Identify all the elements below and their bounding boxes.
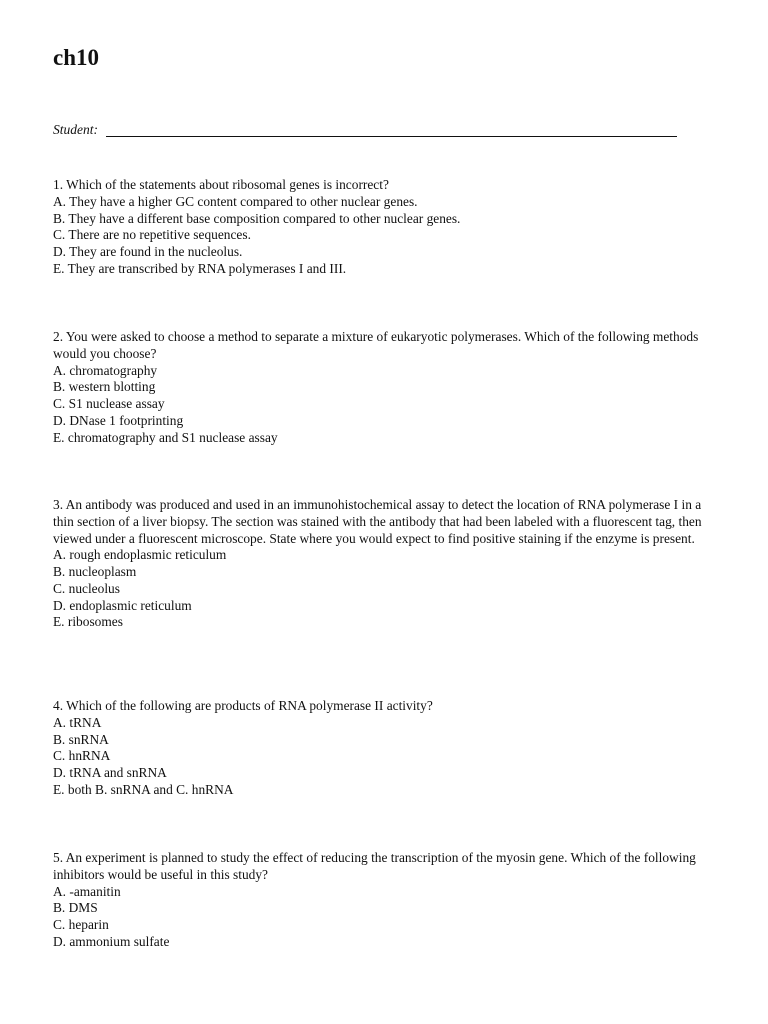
- answer-option-b: B. nucleoplasm: [53, 564, 137, 579]
- question-5: [53, 850, 718, 951]
- student-name-line: [106, 136, 677, 137]
- answer-option-d: D. tRNA and snRNA: [53, 765, 167, 780]
- answer-option-a: A. rough endoplasmic reticulum: [53, 547, 227, 563]
- answer-option-e: E. both B. snRNA and C. hnRNA: [53, 781, 234, 797]
- question-stem: 5. An experiment is planned to study the effect of reducing the transcription of the myosin gene. Which of the following inhibitors would be useful in this study?: [53, 850, 696, 882]
- answer-option-c: C. S1 nuclease assay: [53, 396, 165, 411]
- answer-option-a: A. chromatography: [53, 362, 158, 378]
- question-2: [53, 329, 718, 446]
- document-title: ch10: [53, 45, 99, 70]
- answer-option-c: C. heparin: [53, 917, 109, 932]
- answer-option-b: B. DMS: [53, 900, 98, 916]
- answer-option-c: C. nucleolus: [53, 580, 120, 596]
- answer-option-b: B. snRNA: [53, 731, 109, 747]
- answer-option-c: C. There are no repetitive sequences.: [53, 227, 251, 243]
- answer-option-e: E. ribosomes: [53, 614, 123, 630]
- student-name-row: [53, 121, 678, 139]
- question-4: [53, 698, 718, 799]
- answer-option-d: D. ammonium sulfate: [53, 933, 170, 949]
- question-3: [53, 497, 718, 631]
- answer-option-a: A. They have a higher GC content compared to other nuclear genes.: [53, 193, 418, 209]
- answer-option-c: C. hnRNA: [53, 748, 111, 764]
- answer-option-d: D. They are found in the nucleolus.: [53, 244, 243, 259]
- question-stem: 3. An antibody was produced and used in an immunohistochemical assay to detect the location of RNA polymerase I in a thin section of a liver biopsy. The section was stained with the antibody that had been labeled with a fluorescent tag, then viewed under a fluorescent microscope. State where you would expect to find positive staining if the enzyme is present.: [53, 497, 702, 546]
- answer-option-a: A. -amanitin: [53, 883, 121, 899]
- answer-option-d: D. endoplasmic reticulum: [53, 597, 192, 613]
- answer-option-b: B. western blotting: [53, 379, 156, 395]
- answer-option-b: B. They have a different base composition compared to other nuclear genes.: [53, 210, 461, 226]
- answer-option-e: E. chromatography and S1 nuclease assay: [53, 429, 278, 445]
- answer-option-a: A. tRNA: [53, 714, 102, 730]
- question-stem: 1. Which of the statements about ribosomal genes is incorrect?: [53, 177, 389, 192]
- question-stem: 4. Which of the following are products of RNA polymerase II activity?: [53, 698, 433, 713]
- question-stem: 2. You were asked to choose a method to separate a mixture of eukaryotic polymerases. Which of the following methods would you choose?: [53, 329, 699, 361]
- student-label: Student:: [53, 122, 98, 137]
- answer-option-e: E. They are transcribed by RNA polymerases I and III.: [53, 260, 347, 276]
- answer-option-d: D. DNase 1 footprinting: [53, 412, 184, 428]
- question-1: [53, 177, 718, 278]
